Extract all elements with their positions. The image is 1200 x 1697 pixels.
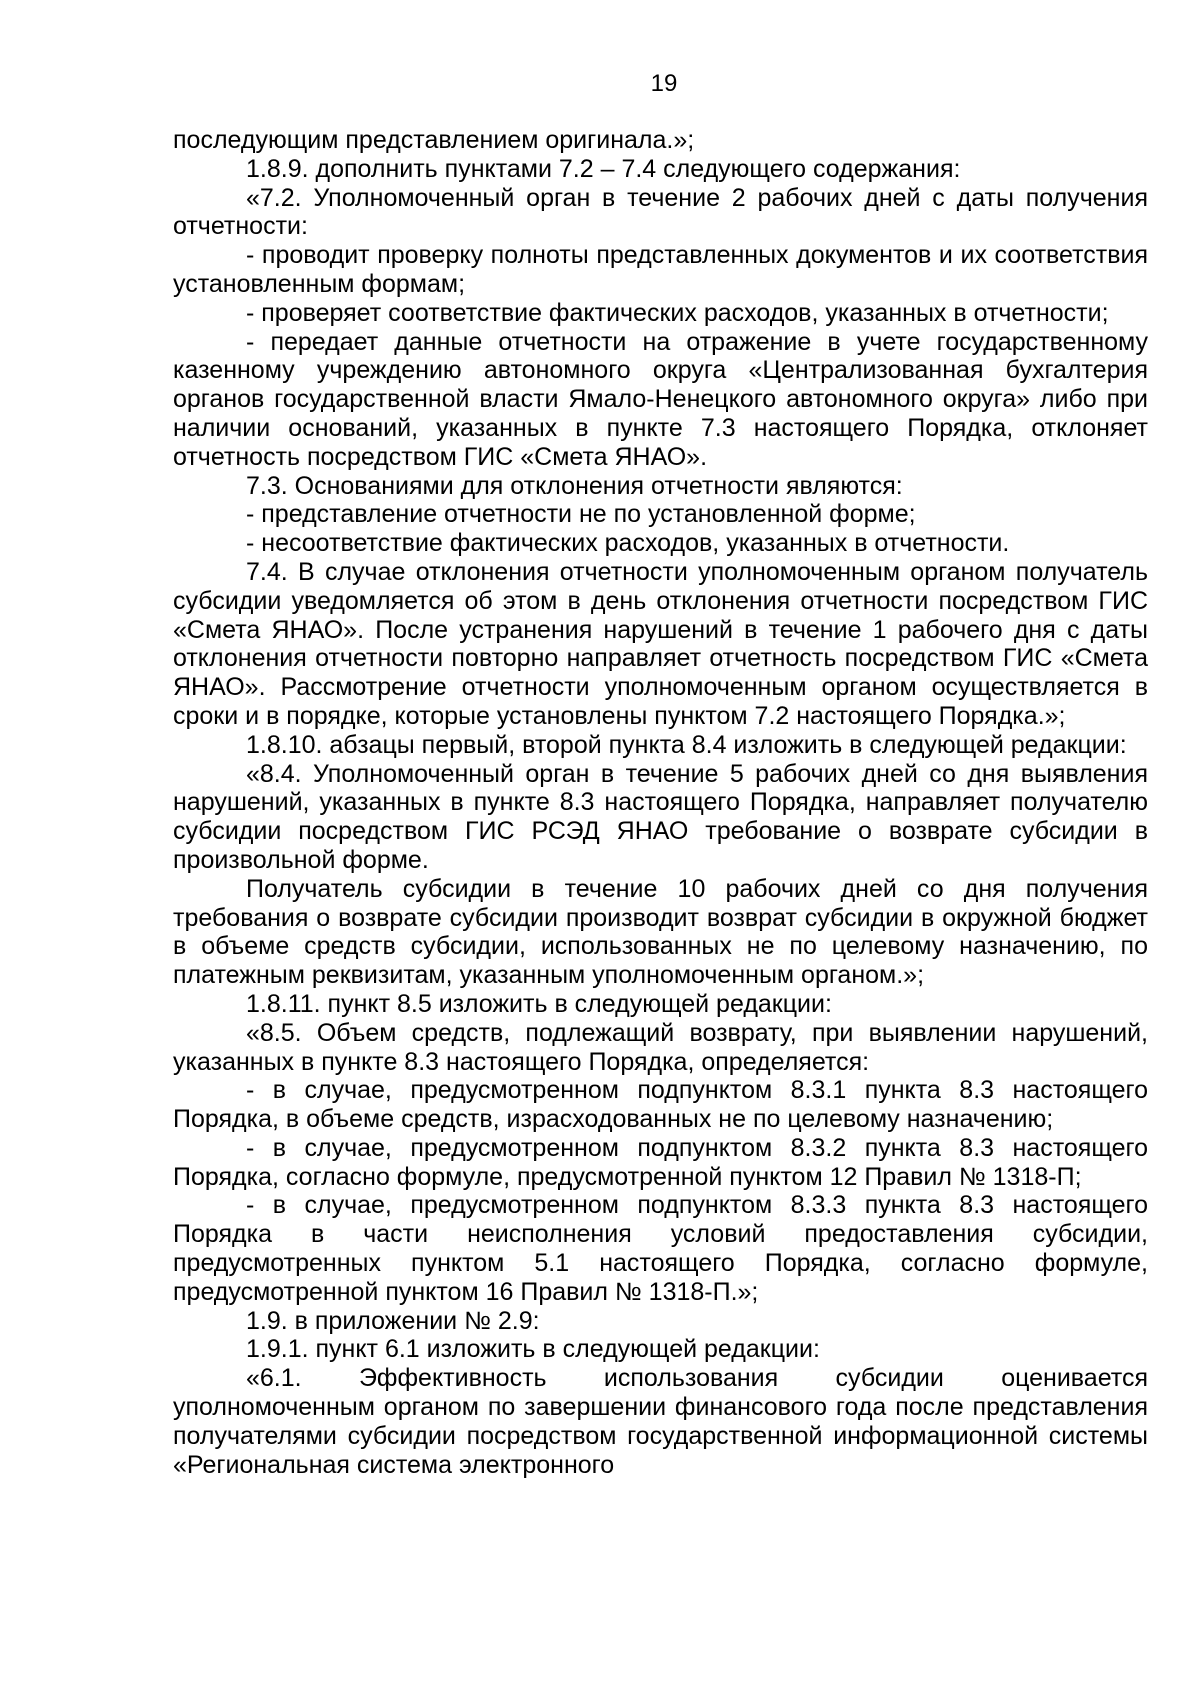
page-number: 19 [650,70,678,97]
list-item: - передает данные отчетности на отражение в учете государственному казенному учреждению автономного округа «Централизованная бухгалтерия органов государственной власти Ямало-Ненецкого автономного округа» либо при наличии оснований, указанных в пункте 7.3 настоящего Порядка, отклоняет отчетность посредством ГИС «Смета ЯНАО». [173,327,1148,471]
paragraph: 7.3. Основаниями для отклонения отчетности являются: [246,471,903,500]
list-item: - в случае, предусмотренном подпунктом 8.3.1 пункта 8.3 настоящего Порядка, в объеме средств, израсходованных не по целевому назначению; [173,1076,1148,1134]
list-item: - проверяет соответствие фактических расходов, указанных в отчетности; [246,298,1109,327]
paragraph: 1.8.11. пункт 8.5 изложить в следующей редакции: [246,989,832,1018]
paragraph: Получатель субсидии в течение 10 рабочих дней со дня получения требования о возврате субсидии производит возврат субсидии в окружной бюджет в объеме средств субсидии, использованных не по целевому назначению, по платежным реквизитам, указанным уполномоченным органом.»; [173,874,1148,990]
paragraph: 7.4. В случае отклонения отчетности уполномоченным органом получатель субсидии уведомляется об этом в день отклонения отчетности посредством ГИС «Смета ЯНАО». После устранения нарушений в течение 1 рабочего дня с даты отклонения отчетности повторно направляет отчетность посредством ГИС «Смета ЯНАО». Рассмотрение отчетности уполномоченным органом осуществляется в сроки и в порядке, которые установлены пунктом 7.2 настоящего Порядка.»; [173,557,1148,730]
paragraph: «6.1. Эффективность использования субсидии оценивается уполномоченным органом по завершении финансового года после представления получателями субсидии посредством государственной информационной системы «Региональная система электронного [173,1364,1148,1479]
list-item: - в случае, предусмотренном подпунктом 8.3.2 пункта 8.3 настоящего Порядка, согласно формуле, предусмотренной пунктом 12 Правил № 1318-П; [173,1133,1148,1191]
paragraph: последующим представлением оригинала.»; [173,126,695,154]
document-body [173,126,1148,1479]
list-item: - проводит проверку полноты представленных документов и их соответствия установленным формам; [173,241,1148,298]
paragraph: 1.9. в приложении № 2.9: [246,1306,540,1335]
paragraph: 1.8.10. абзацы первый, второй пункта 8.4 изложить в следующей редакции: [246,730,1127,759]
list-item: - несоответствие фактических расходов, указанных в отчетности. [246,529,1010,558]
list-item: - представление отчетности не по установленной форме; [246,500,916,529]
paragraph: «8.4. Уполномоченный орган в течение 5 рабочих дней со дня выявления нарушений, указанных в пункте 8.3 настоящего Порядка, направляет получателю субсидии посредством ГИС РСЭД ЯНАО требование о возврате субсидии в произвольной форме. [173,759,1148,874]
paragraph: «7.2. Уполномоченный орган в течение 2 рабочих дней с даты получения отчетности: [173,183,1148,241]
paragraph: 1.8.9. дополнить пунктами 7.2 – 7.4 следующего содержания: [246,154,961,183]
paragraph: 1.9.1. пункт 6.1 изложить в следующей редакции: [246,1335,820,1364]
paragraph: «8.5. Объем средств, подлежащий возврату, при выявлении нарушений, указанных в пункте 8.3 настоящего Порядка, определяется: [173,1018,1148,1076]
list-item: - в случае, предусмотренном подпунктом 8.3.3 пункта 8.3 настоящего Порядка в части неисполнения условий предоставления субсидии, предусмотренных пунктом 5.1 настоящего Порядка, согласно формуле, предусмотренной пунктом 16 Правил № 1318-П.»; [173,1191,1148,1306]
